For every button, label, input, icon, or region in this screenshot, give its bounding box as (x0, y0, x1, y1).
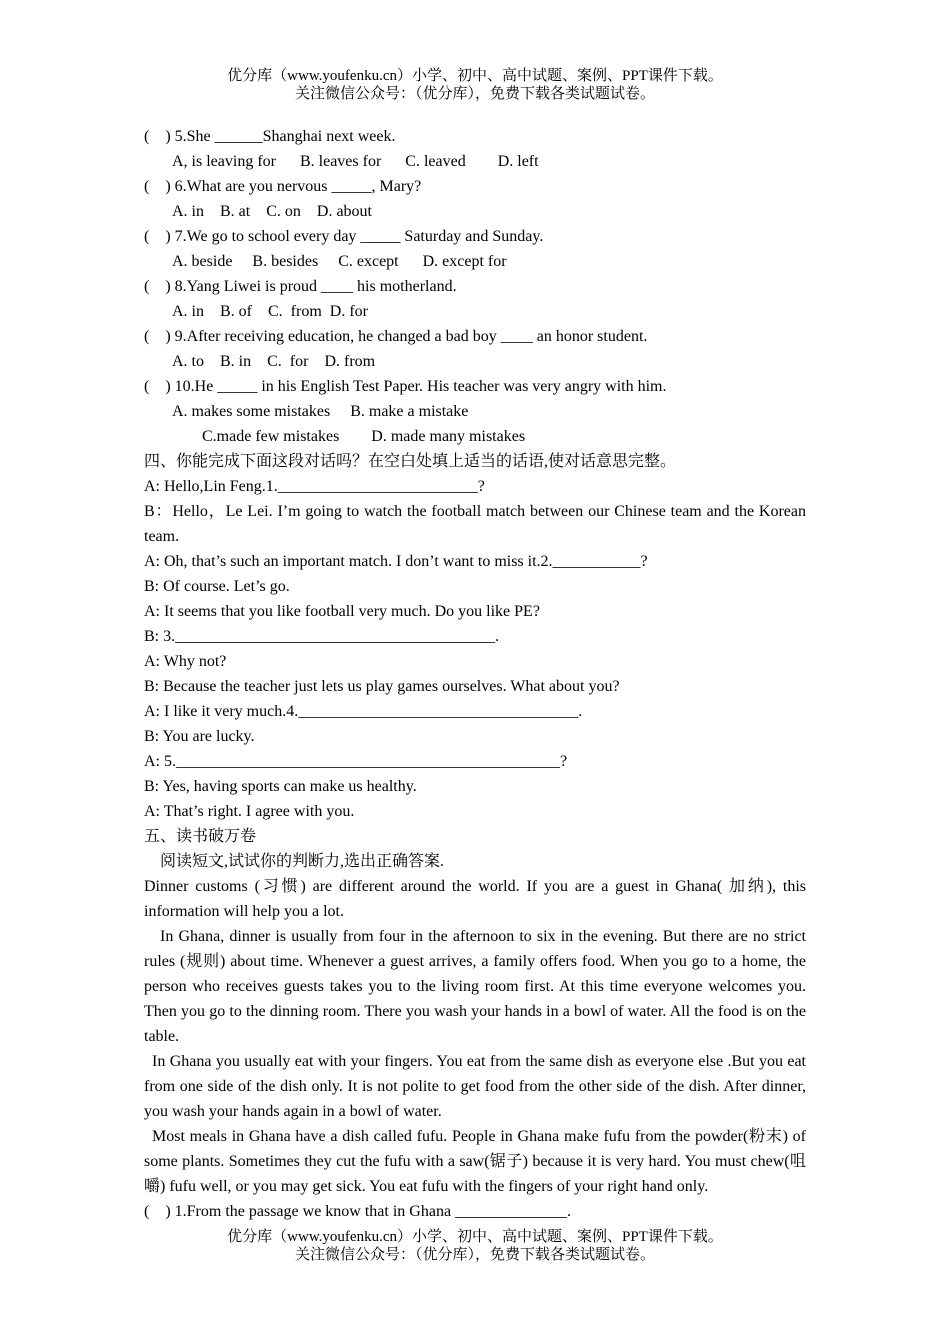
question-stem: ( ) 6.What are you nervous _____, Mary? (144, 178, 422, 195)
footer-line-2: 关注微信公众号：（优分库），免费下载各类试题试卷。 (294, 1247, 655, 1263)
dialogue-line: A: I like it very much.4.___________________________________. (144, 703, 583, 720)
dialogue-line: B: Because the teacher just lets us play games ourselves. What about you? (144, 678, 620, 695)
question-stem: ( ) 5.She ______Shanghai next week. (144, 128, 396, 145)
section-5-instruction: 阅读短文,试试你的判断力,选出正确答案. (160, 853, 445, 870)
dialogue-line: B: Yes, having sports can make us healthy. (144, 778, 417, 795)
dialogue-line: A: Why not? (144, 653, 227, 670)
dialogue-line: A: Hello,Lin Feng.1._________________________? (144, 478, 485, 495)
page-footer (0, 1228, 950, 1264)
passage-paragraph: Dinner customs (习惯) are different around the world. If you are a guest in Ghana( 加纳), this information will help you a lot. (144, 878, 806, 920)
question-stem: ( ) 7.We go to school every day _____ Saturday and Sunday. (144, 228, 544, 245)
dialogue-line: B：Hello，Le Lei. I’m going to watch the football match between our Chinese team and the Korean team. (144, 503, 806, 545)
passage-paragraph: Most meals in Ghana have a dish called fufu. People in Ghana make fufu from the powder(粉末) of some plants. Sometimes they cut the fufu with a saw(锯子) because it is very hard. You must chew(咀嚼) fufu well, or you may get sick. You eat fufu with the fingers of your right hand only. (144, 1128, 806, 1195)
reading-question-1: ( ) 1.From the passage we know that in Ghana ______________. (144, 1203, 572, 1220)
header-line-1: 优分库（www.youfenku.cn）小学、初中、高中试题、案例、PPT课件下载。 (227, 68, 723, 84)
passage-paragraph: In Ghana, dinner is usually from four in the afternoon to six in the evening. But there are no strict rules (规则) about time. Whenever a guest arrives, a family offers food. When you go to a home, the person who receives guests takes you to the living room first. At this time everyone welcomes you. Then you go to the dinning room. There you wash your hands in a bowl of water. All the food is on the table. (144, 928, 806, 1045)
header-line-2: 关注微信公众号：（优分库），免费下载各类试题试卷。 (294, 86, 655, 102)
footer-line-1: 优分库（www.youfenku.cn）小学、初中、高中试题、案例、PPT课件下载。 (227, 1229, 723, 1245)
dialogue-line: A: Oh, that’s such an important match. I don’t want to miss it.2.___________? (144, 553, 648, 570)
document-body (144, 124, 806, 1224)
dialogue-line: A: It seems that you like football very much. Do you like PE? (144, 603, 540, 620)
question-stem: ( ) 9.After receiving education, he changed a bad boy ____ an honor student. (144, 328, 648, 345)
dialogue-line: A: That’s right. I agree with you. (144, 803, 355, 820)
question-10-options-b: C.made few mistakes D. made many mistakes (202, 428, 526, 445)
dialogue-line: B: Of course. Let’s go. (144, 578, 290, 595)
passage-paragraph: In Ghana you usually eat with your fingers. You eat from the same dish as everyone else .But you eat from one side of the dish only. It is not polite to get food from the other side of the dish. After dinner, you wash your hands again in a bowl of water. (144, 1053, 806, 1120)
section-5-title: 五、读书破万卷 (144, 828, 257, 845)
question-options: A. in B. at C. on D. about (172, 203, 372, 220)
dialogue-line: B: You are lucky. (144, 728, 255, 745)
question-10-options-a: A. makes some mistakes B. make a mistake (172, 403, 469, 420)
question-options: A. beside B. besides C. except D. except for (172, 253, 507, 270)
question-options: A, is leaving for B. leaves for C. leaved D. left (172, 153, 539, 170)
question-options: A. to B. in C. for D. from (172, 353, 376, 370)
dialogue-line: A: 5.________________________________________________? (144, 753, 568, 770)
section-4-title: 四、你能完成下面这段对话吗？在空白处填上适当的话语,使对话意思完整。 (144, 453, 677, 470)
question-options: A. in B. of C. from D. for (172, 303, 368, 320)
page-header (0, 67, 950, 103)
question-stem: ( ) 8.Yang Liwei is proud ____ his motherland. (144, 278, 457, 295)
question-10-stem: ( ) 10.He _____ in his English Test Paper. His teacher was very angry with him. (144, 378, 667, 395)
dialogue-line: B: 3.________________________________________. (144, 628, 500, 645)
